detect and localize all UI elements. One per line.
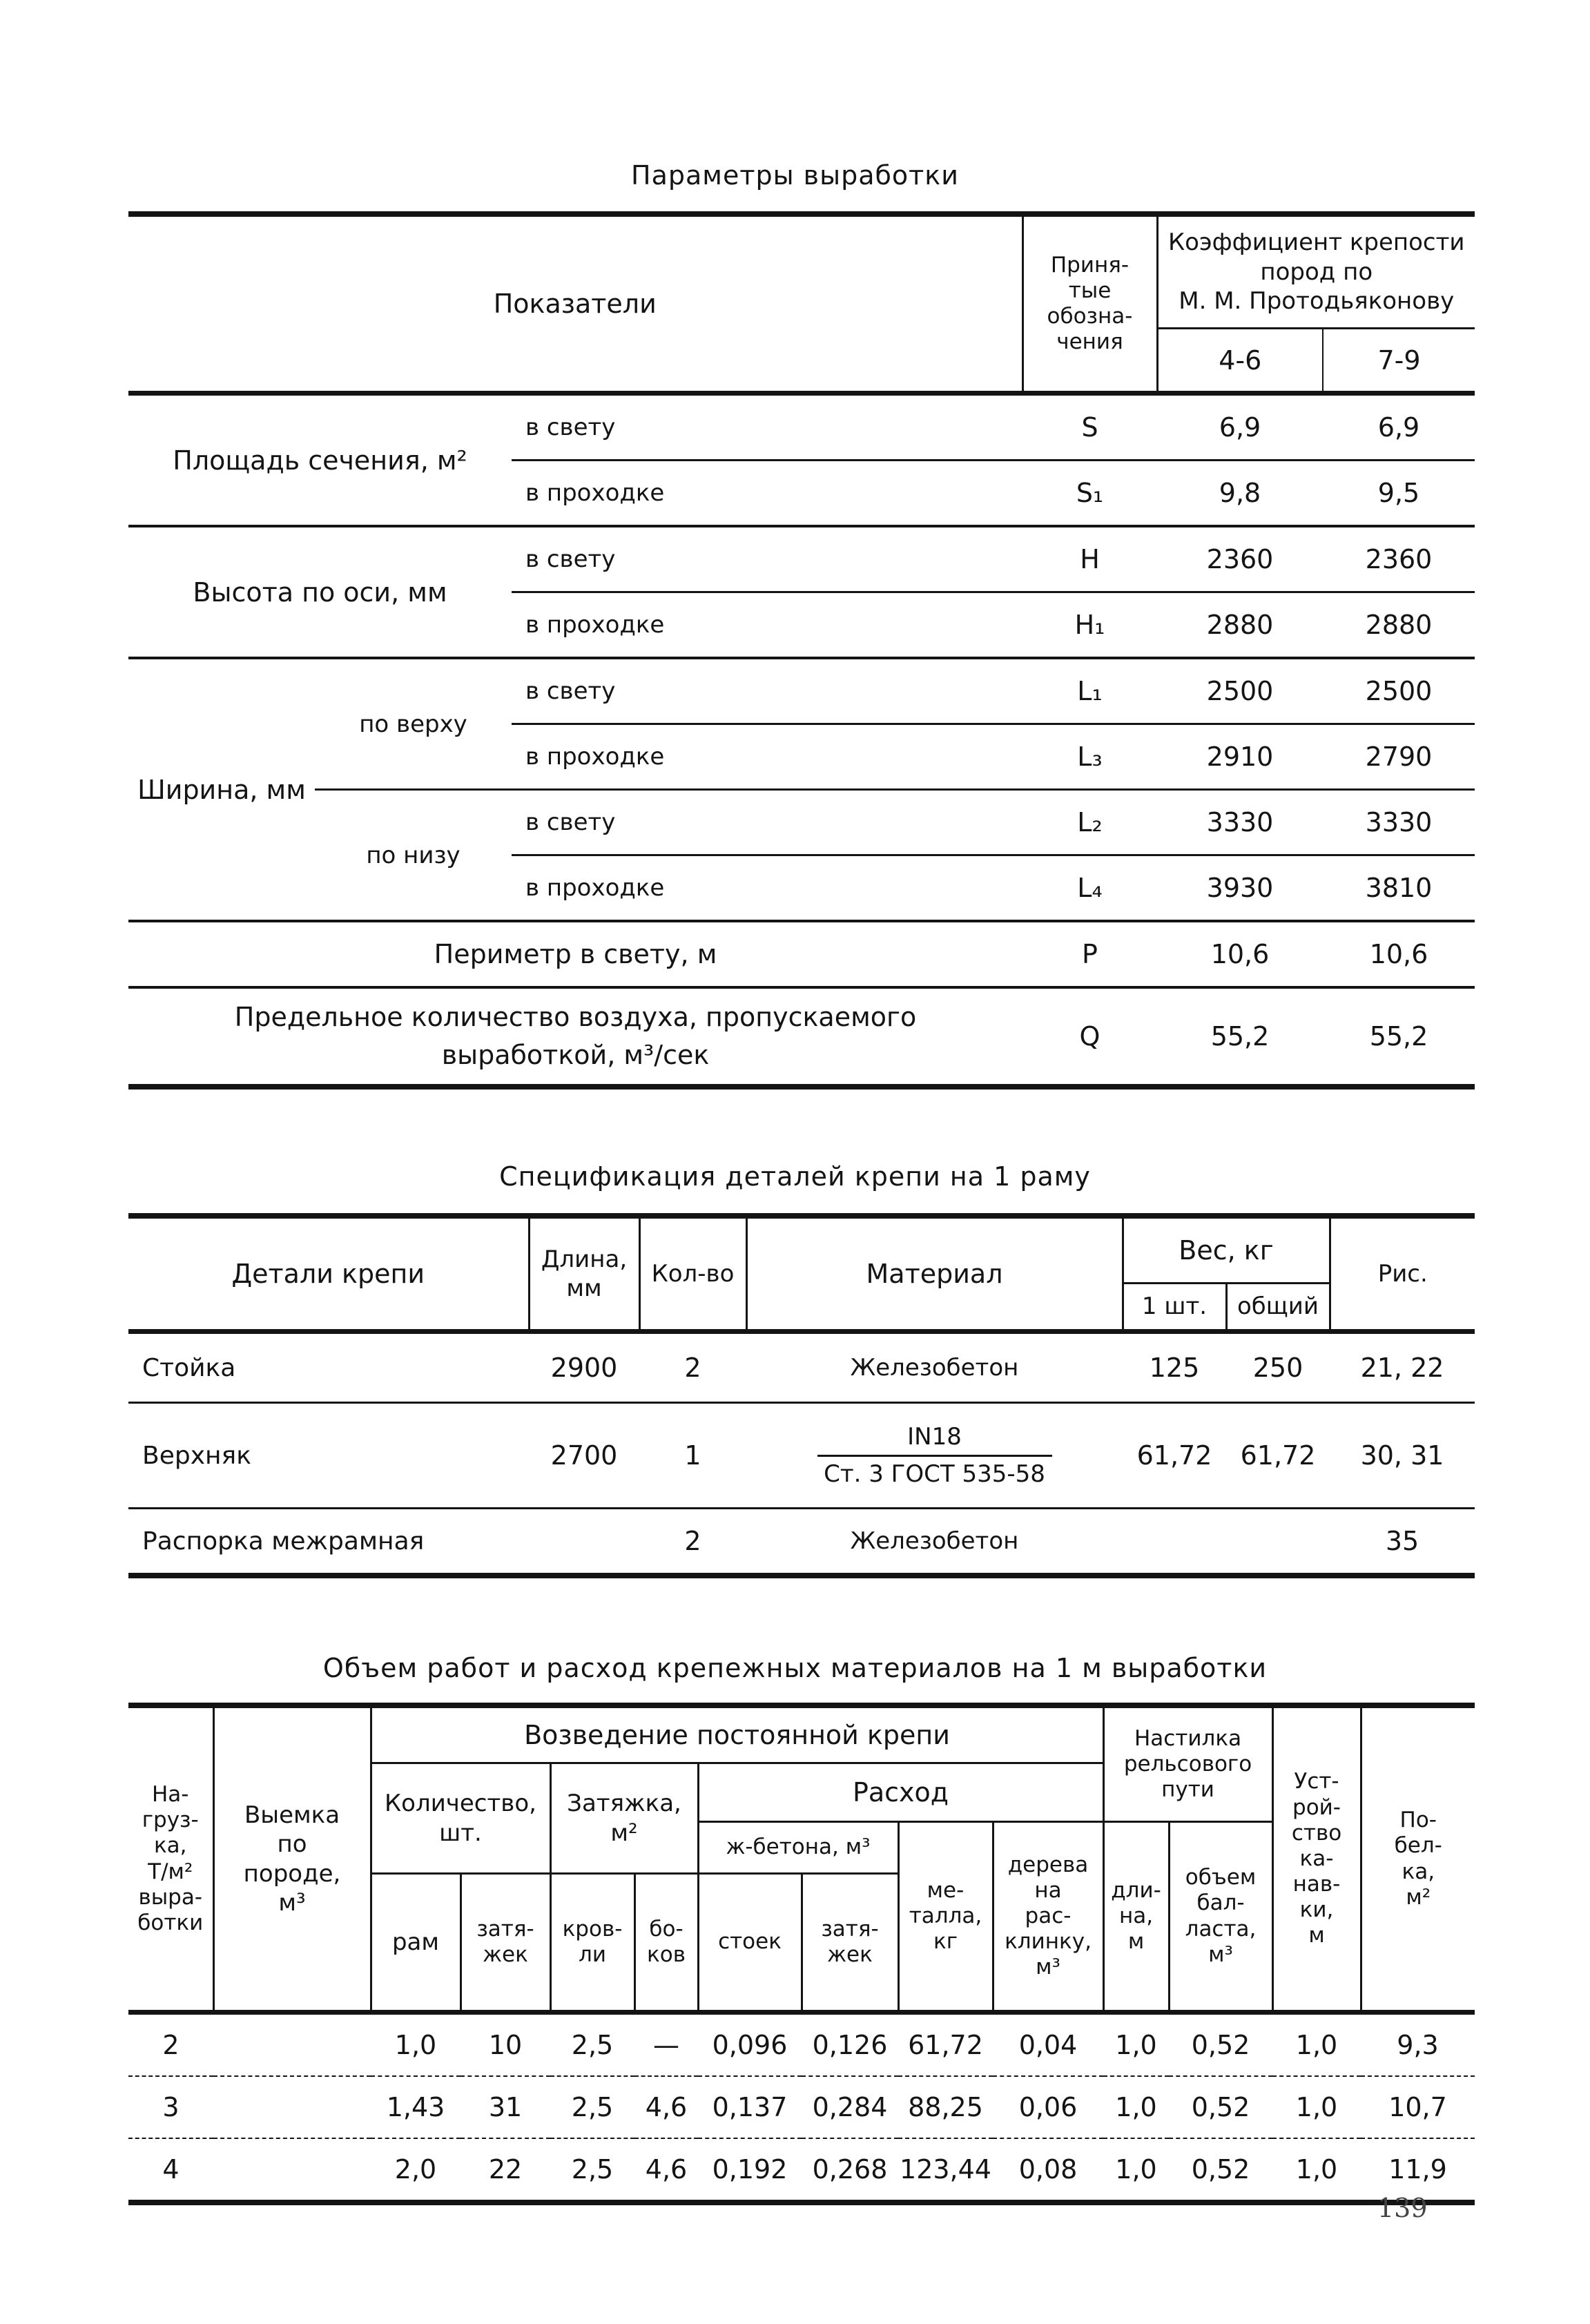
spec-count-2: 1 [639,1403,746,1509]
spec-length-2: 2700 [529,1403,639,1509]
area-sub-1: в свету [512,394,1022,461]
cell: 0,04 [993,2013,1103,2077]
cell: 22 [488,2154,523,2185]
col-a-header: 4-6 [1157,329,1323,394]
width-b-4: 3810 [1323,855,1475,922]
width-a-3: 3330 [1157,790,1323,855]
width-sym-3: L₂ [1022,790,1157,855]
cell: 10 [460,2013,550,2077]
width-row-3 [128,790,1475,855]
fig-header: Рис. [1330,1216,1475,1332]
spec-count-3: 2 [684,1526,701,1556]
cell: 4,6 [634,2076,698,2138]
work-volume-table [128,1703,1475,2205]
width-a-1: 2500 [1157,658,1323,724]
cell: 1,0 [1103,2076,1169,2138]
section1-title: Параметры выработки [631,160,959,191]
lagging-header: Затяжка, м² [550,1763,698,1874]
width-b-2: 2790 [1323,724,1475,790]
spec-material-2-standard: Ст. 3 ГОСТ 535-58 [824,1460,1045,1488]
quantity-header: Количество, шт. [371,1763,550,1874]
header-row [128,214,1475,329]
cell: 0,137 [698,2076,802,2138]
work-row-1 [128,2013,1475,2077]
cell: 88,25 [898,2076,993,2138]
area-row-1 [128,394,1475,461]
height-b-2: 2880 [1323,592,1475,659]
work-row-2 [128,2076,1475,2138]
col-b-header: 7-9 [1323,329,1475,394]
perimeter-row [128,921,1475,987]
spec-row-2 [128,1403,1475,1509]
perimeter-sym: P [1022,921,1157,987]
whitewash-header: По- бел- ка, м² [1361,1705,1475,2013]
width-sub-2: в проходке [512,724,1022,790]
area-sub-2: в проходке [512,461,1022,527]
spec-row-1 [128,1332,1475,1403]
section3-title: Объем работ и расход крепежных материалов на 1 м выработки [322,1653,1268,1683]
spec-fig-3: 35 [1385,1526,1419,1556]
cell [213,2138,371,2202]
spec-row-3 [128,1509,1475,1576]
air-sym: Q [1079,1021,1101,1052]
cell [213,2076,371,2138]
spec-length-1: 2900 [529,1332,639,1403]
width-sub-3: в свету [512,790,1022,855]
spec-length-3 [529,1509,639,1576]
cell: 2,5 [550,2013,634,2077]
lag-count-header: затя- жек [460,1874,550,2013]
cell: 0,08 [1018,2154,1078,2185]
spec-wtotal-1: 250 [1226,1332,1330,1403]
cell: 9,3 [1361,2013,1475,2077]
height-a-1: 2360 [1157,526,1323,592]
weight-header: Вес, кг [1123,1216,1330,1284]
width-b-3: 3330 [1323,790,1475,855]
cell: 31 [460,2076,550,2138]
cell [213,2013,371,2077]
cell: 2,5 [571,2154,614,2185]
width-top-label: по верху [315,658,512,790]
width-sub-4: в проходке [512,855,1022,922]
spec-material-3: Железобетон [850,1527,1019,1555]
area-b-1: 6,9 [1323,394,1475,461]
material-header: Материал [746,1216,1123,1332]
coefficient-header: Коэффициент крепости пород по М. М. Протодьяконову [1157,214,1475,329]
width-a-2: 2910 [1157,724,1323,790]
height-sub-1: в свету [512,526,1022,592]
section2-title: Спецификация деталей крепи на 1 раму [499,1161,1091,1192]
spec-fig-1: 21, 22 [1330,1332,1475,1403]
area-sym-2: S₁ [1022,461,1157,527]
excavation-header: Выемка по породе, м³ [213,1705,371,2013]
length-header: Длина, мм [529,1216,639,1332]
frames-header: рам [371,1874,460,2013]
spec-material-2-profile: IN18 [817,1422,1052,1457]
lag-rc-header: затя- жек [802,1874,898,2013]
rc-header: ж-бетона, м³ [698,1822,898,1874]
cell: 0,268 [812,2154,888,2185]
erection-header: Возведение постоянной крепи [371,1705,1103,1763]
cell: 1,43 [371,2076,460,2138]
cell: 1,0 [1115,2154,1157,2185]
cell: 1,0 [1272,2013,1361,2077]
height-label: Высота по оси, мм [128,526,512,658]
cell: 0,096 [698,2013,802,2077]
spec-count-1: 2 [639,1332,746,1403]
cell: 0,126 [802,2013,898,2077]
cell: 4 [162,2154,180,2185]
cell: 1,0 [1272,2076,1361,2138]
spec-wone-1: 125 [1123,1332,1226,1403]
cell: 11,9 [1388,2154,1447,2185]
area-label: Площадь сечения, м² [128,394,512,527]
indicators-header: Показатели [128,214,1022,394]
cell: 0,06 [993,2076,1103,2138]
perimeter-b: 10,6 [1323,921,1475,987]
height-sym-2: H₁ [1022,592,1157,659]
spec-material-2 [746,1403,1123,1509]
spec-wtotal-2: 61,72 [1226,1403,1330,1509]
spec-wone-2: 61,72 [1123,1403,1226,1509]
cell: 2,5 [550,2076,634,2138]
air-a: 55,2 [1210,1021,1270,1052]
consumption-header: Расход [698,1763,1103,1822]
width-bottom-label: по низу [315,790,512,922]
height-b-1: 2360 [1323,526,1475,592]
width-sym-2: L₃ [1022,724,1157,790]
air-row [128,987,1475,1087]
posts-header: стоек [698,1874,802,2013]
track-header: Настилка рельсового пути [1103,1705,1272,1822]
width-a-4: 3930 [1157,855,1323,922]
cell: 10,7 [1361,2076,1475,2138]
height-sym-1: H [1022,526,1157,592]
area-a-1: 6,9 [1157,394,1323,461]
air-label: Предельное количество воздуха, пропускаемого выработкой, м³/сек [234,1001,917,1070]
width-row-1 [128,658,1475,724]
metal-header: ме- талла, кг [898,1822,993,2013]
height-row-1 [128,526,1475,592]
height-a-2: 2880 [1157,592,1323,659]
perimeter-label: Периметр в свету, м [128,921,1022,987]
specification-table [128,1213,1475,1578]
wood-header: дерева на рас- клинку, м³ [993,1822,1103,2013]
load-header: На- груз- ка, Т/м² выра- ботки [128,1705,213,2013]
count-header: Кол-во [639,1216,746,1332]
cell: 0,192 [712,2154,788,2185]
cell: 123,44 [900,2154,991,2185]
spec-fig-2: 30, 31 [1330,1403,1475,1509]
part-header: Детали крепи [128,1216,529,1332]
area-sym-1: S [1022,394,1157,461]
cell: 61,72 [898,2013,993,2077]
height-sub-2: в проходке [512,592,1022,659]
cell: 0,284 [802,2076,898,2138]
cell: 2,0 [394,2154,437,2185]
cell: 1,0 [1103,2013,1169,2077]
spec-part-2: Верхняк [128,1403,529,1509]
spec-part-1: Стойка [128,1332,529,1403]
cell: 4,6 [645,2154,688,2185]
width-label: Ширина, мм [128,658,315,921]
spec-wtotal-3 [1226,1509,1330,1576]
cell: 0,52 [1169,2076,1272,2138]
width-b-1: 2500 [1323,658,1475,724]
work-row-3 [128,2138,1475,2202]
weight-total-header: общий [1226,1284,1330,1332]
cell: 1,0 [1295,2154,1338,2185]
spec-wone-3 [1123,1509,1226,1576]
area-a-2: 9,8 [1157,461,1323,527]
air-b: 55,2 [1369,1021,1428,1052]
area-b-2: 9,5 [1323,461,1475,527]
ballast-header: объем бал- ласта, м³ [1169,1822,1272,2013]
spec-part-3: Распорка межрамная [142,1527,425,1556]
roof-header: кров- ли [550,1874,634,2013]
cell: 0,52 [1169,2013,1272,2077]
width-sym-4: L₄ [1022,855,1157,922]
cell: — [634,2013,698,2077]
cell: 3 [128,2076,213,2138]
parameters-table [128,211,1475,1090]
sides-header: бо- ков [634,1874,698,2013]
cell: 1,0 [371,2013,460,2077]
cell: 2 [128,2013,213,2077]
width-sub-1: в свету [512,658,1022,724]
symbols-header: Приня- тые обозна- чения [1022,214,1157,394]
page-number: 139 [1377,2193,1428,2223]
perimeter-a: 10,6 [1157,921,1323,987]
spec-material-1: Железобетон [746,1332,1123,1403]
weight-one-header: 1 шт. [1123,1284,1226,1332]
ditch-header: Уст- рой- ство ка- нав- ки, м [1272,1705,1361,2013]
cell: 0,52 [1191,2154,1250,2185]
track-length-header: дли- на, м [1103,1822,1169,2013]
width-sym-1: L₁ [1022,658,1157,724]
